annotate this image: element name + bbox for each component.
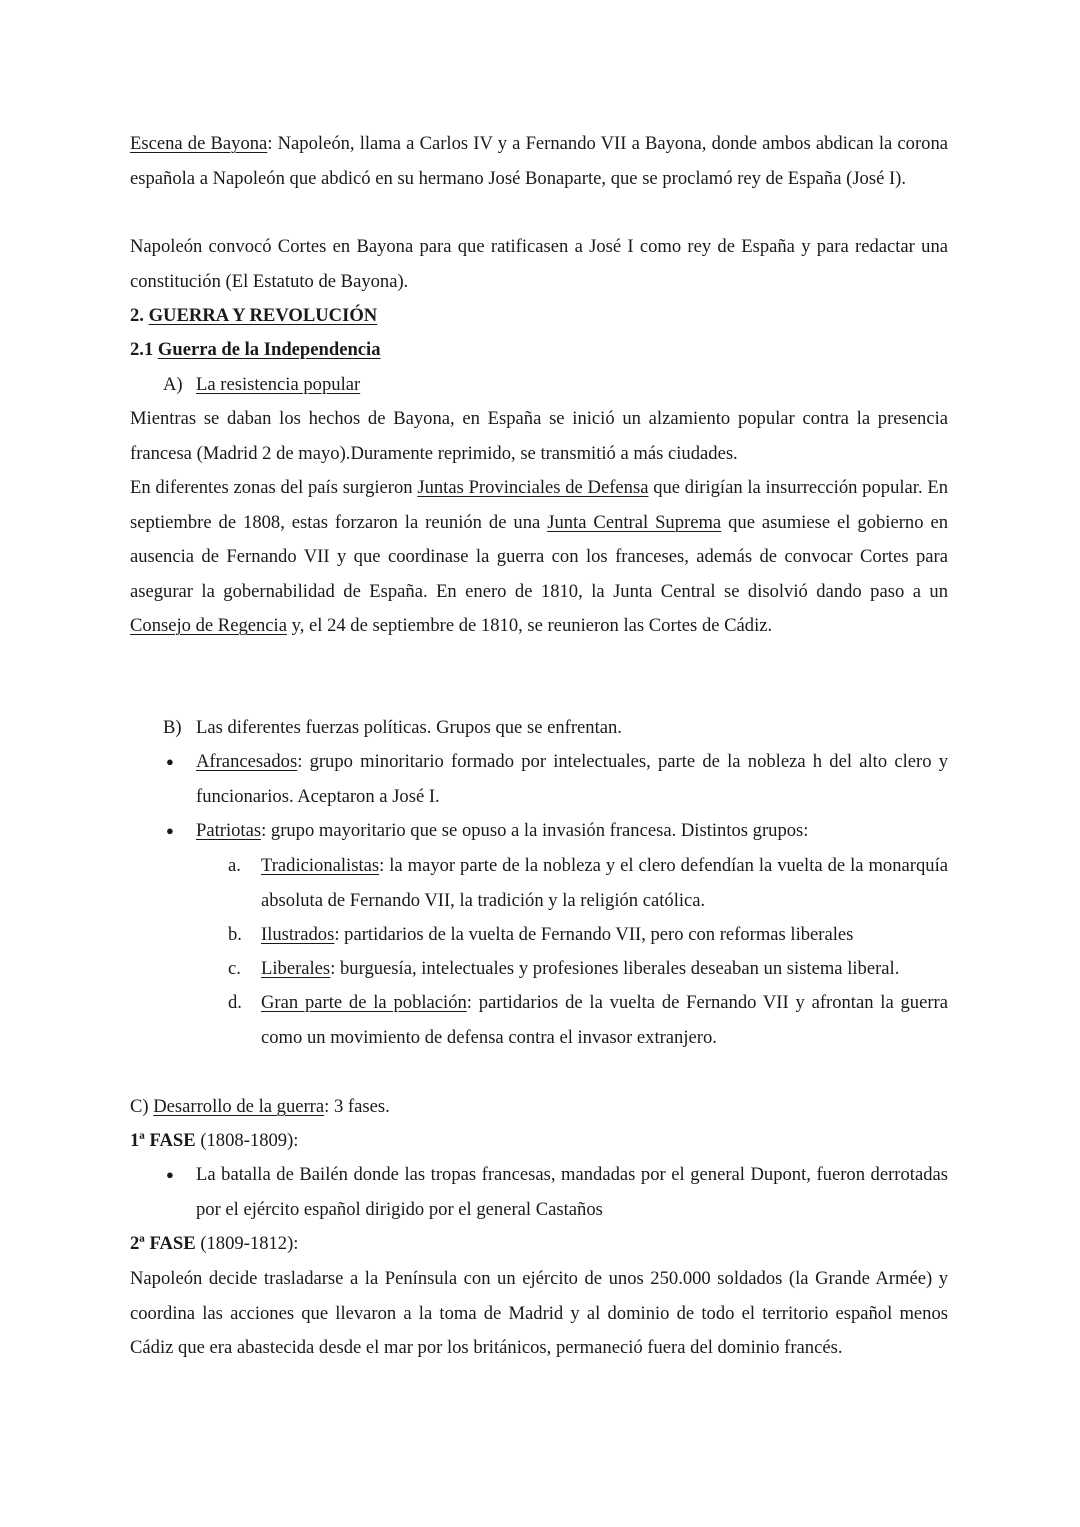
group-marker: b. bbox=[228, 924, 242, 945]
part-b-title: Las diferentes fuerzas políticas. Grupos que se enfrentan. bbox=[196, 717, 622, 738]
juntas-text-4: y, el 24 de septiembre de 1810, se reunieron las Cortes de Cádiz. bbox=[286, 615, 773, 636]
section-2-heading bbox=[130, 299, 948, 334]
gran-parte-poblacion-term: Gran parte de la población bbox=[261, 992, 467, 1013]
fase-1-years: (1808-1809): bbox=[195, 1130, 299, 1151]
fase-2-heading bbox=[130, 1227, 948, 1262]
group-text bbox=[261, 918, 948, 953]
afrancesados-description: : grupo minoritario formado por intelectuales, parte de la nobleza h del alto clero y funcionarios. Aceptaron a José I. bbox=[196, 751, 948, 807]
part-c-heading bbox=[130, 1090, 948, 1125]
bullet-icon: ● bbox=[166, 823, 174, 838]
group-marker: c. bbox=[228, 958, 241, 979]
group-description: : partidarios de la vuelta de Fernando VII, pero con reformas liberales bbox=[334, 924, 854, 945]
group-item bbox=[228, 849, 948, 919]
bullet-icon: ● bbox=[166, 1167, 174, 1182]
juntas-provinciales-link: Juntas Provinciales de Defensa bbox=[417, 477, 649, 498]
group-text bbox=[261, 849, 948, 918]
bayona-text: : Napoleón, llama a Carlos IV y a Fernando VII a Bayona, donde ambos abdican la corona española a Napoleón que abdicó en su hermano José Bonaparte, que se proclamó rey de España (José I). bbox=[130, 133, 948, 189]
junta-central-suprema-term: Junta Central Suprema bbox=[547, 511, 722, 533]
patriotas-term: Patriotas bbox=[196, 820, 262, 841]
liberales-term: Liberales bbox=[261, 958, 331, 979]
fase-1-heading bbox=[130, 1124, 948, 1159]
bailen-text: La batalla de Bailén donde las tropas francesas, mandadas por el general Dupont, fueron derrotadas por el ejército español dirigido por el general Castaños bbox=[196, 1164, 948, 1220]
bullet-icon: ● bbox=[166, 754, 174, 769]
part-c-suffix: : 3 fases. bbox=[324, 1096, 390, 1117]
afrancesados-text bbox=[196, 745, 948, 814]
group-description: : partidarios de la vuelta de Fernando VII y afrontan la guerra como un movimiento de defensa contra el invasor extranjero. bbox=[261, 992, 948, 1048]
ilustrados-term: Ilustrados bbox=[261, 924, 335, 945]
part-c-prefix: C) bbox=[130, 1096, 154, 1117]
part-b-marker: B) bbox=[163, 717, 182, 738]
bayona-heading: Escena de Bayona bbox=[130, 133, 268, 154]
bayona-paragraph bbox=[130, 127, 948, 196]
bailen-item bbox=[163, 1158, 948, 1228]
patriotas-description: : grupo mayoritario que se opuso a la invasión francesa. Distintos grupos: bbox=[261, 820, 809, 841]
juntas-text-2: que dirigían la insurrección popular. En septiembre de 1808, estas forzaron la reunión de una bbox=[130, 477, 949, 533]
patriotas-text bbox=[196, 814, 948, 849]
consejo-regencia-term: Consejo de Regencia bbox=[130, 615, 287, 636]
fase-2-years: (1809-1812): bbox=[195, 1233, 299, 1254]
juntas-paragraph bbox=[130, 471, 948, 644]
fase-2-paragraph: Napoleón decide trasladarse a la Península con un ejército de unos 250.000 soldados (la Grande Armée) y coordina las acciones que llevaron a la toma de Madrid y al dominio de todo el territorio español menos Cádiz que era abastecida desde el mar por los británicos, permaneció fuera del dominio francés. bbox=[130, 1268, 948, 1358]
part-c-title: Desarrollo de la guerra bbox=[153, 1096, 325, 1117]
group-description: : la mayor parte de la nobleza y el clero defendían la vuelta de la monarquía absoluta de Fernando VII, la tradición y la religión católica. bbox=[261, 855, 948, 911]
fase-1-label: 1ª FASE bbox=[130, 1130, 196, 1151]
group-marker: d. bbox=[228, 992, 242, 1013]
section-2-title: GUERRA Y REVOLUCIÓN bbox=[148, 305, 378, 326]
group-item bbox=[228, 986, 948, 1056]
group-text bbox=[261, 986, 948, 1055]
cortes-bayona-paragraph: Napoleón convocó Cortes en Bayona para que ratificasen a José I como rey de España y para redactar una constitución (El Estatuto de Bayona). bbox=[130, 236, 948, 292]
group-description: : burguesía, intelectuales y profesiones liberales deseaban un sistema liberal. bbox=[330, 958, 900, 979]
section-2-1-number: 2.1 bbox=[130, 339, 158, 360]
afrancesados-term: Afrancesados bbox=[196, 751, 298, 772]
section-2-number: 2. bbox=[130, 305, 149, 326]
part-a-title: La resistencia popular bbox=[196, 374, 361, 395]
tradicionalistas-term: Tradicionalistas bbox=[261, 855, 380, 876]
juntas-text-1: En diferentes zonas del país surgieron bbox=[130, 477, 418, 498]
group-text bbox=[261, 952, 948, 987]
juntas-text-3: que asumiese el gobierno en ausencia de Fernando VII y que coordinase la guerra con los franceses, además de convocar Cortes para asegurar la gobernabilidad de España. En enero de 1810, la Junta Central se disolvió dando paso a un bbox=[130, 511, 948, 602]
section-2-1-heading bbox=[130, 333, 948, 368]
part-a-marker: A) bbox=[163, 374, 183, 395]
section-2-1-title: Guerra de la Independencia bbox=[157, 339, 381, 360]
group-marker: a. bbox=[228, 855, 241, 876]
resistance-paragraph: Mientras se daban los hechos de Bayona, en España se inició un alzamiento popular contra la presencia francesa (Madrid 2 de mayo).Duramente reprimido, se transmitió a más ciudades. bbox=[130, 408, 948, 464]
afrancesados-item bbox=[163, 745, 948, 815]
fase-2-label: 2ª FASE bbox=[130, 1233, 196, 1254]
